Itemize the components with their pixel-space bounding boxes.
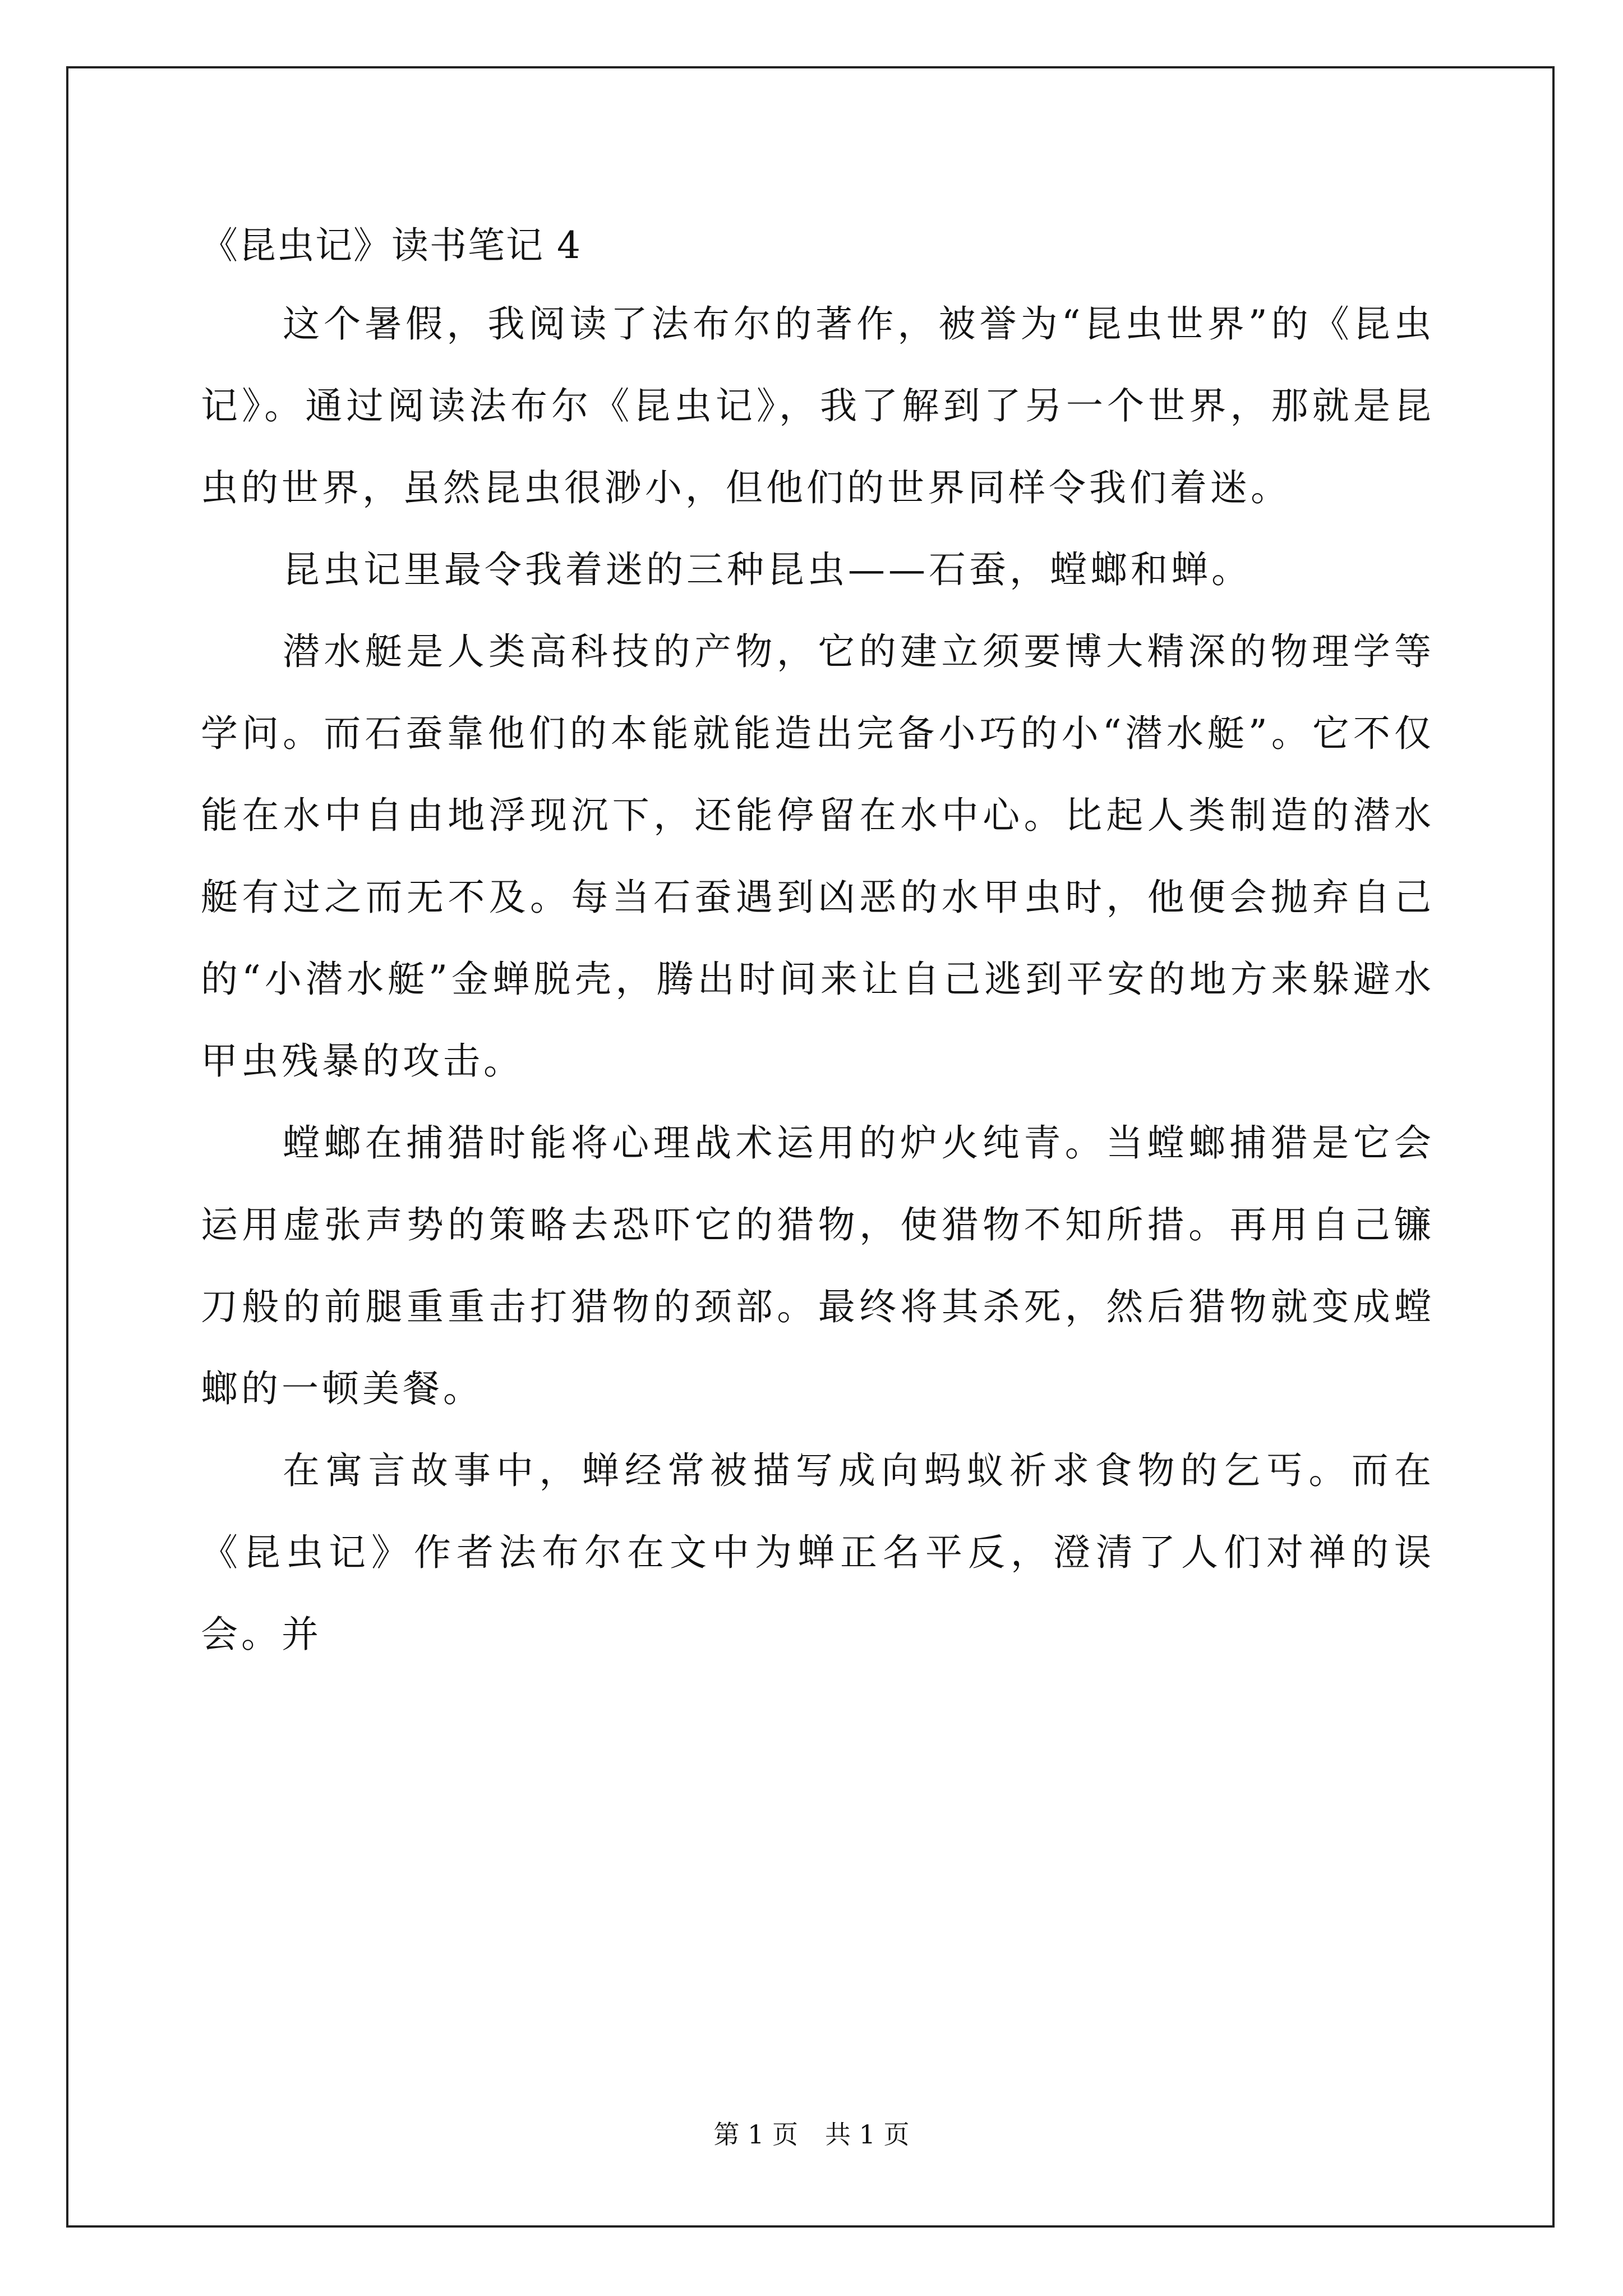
paragraph-three-insects: 昆虫记里最令我着迷的三种昆虫——石蚕，螳螂和蝉。 bbox=[283, 548, 1252, 591]
paragraph-caddisfly: 潜水艇是人类高科技的产物，它的建立须要博大精深的物理学等学问。而石蚕靠他们的本能就能造出完备小巧的小“潜水艇”。它不仅能在水中自由地浮现沉下，还能停留在水中心。比起人类制造的潜水艇有过之而无不及。每当石蚕遇到凶恶的水甲虫时，他便会抛弃自己的“小潜水艇”金蝉脱壳，腾出时间来让自己逃到平安的地方来躲避水甲虫残暴的攻击。 bbox=[201, 630, 1435, 1083]
document-body bbox=[201, 283, 1435, 1676]
document-title: 《昆虫记》读书笔记 4 bbox=[201, 224, 582, 267]
paragraph-cicada: 在寓言故事中，蝉经常被描写成向蚂蚁祈求食物的乞丐。而在《昆虫记》作者法布尔在文中为蝉正名平反，澄清了人们对禅的误会。并 bbox=[201, 1449, 1435, 1656]
paragraph-mantis: 螳螂在捕猎时能将心理战术运用的炉火纯青。当螳螂捕猎是它会运用虚张声势的策略去恐吓它的猎物，使猎物不知所措。再用自己镰刀般的前腿重重击打猎物的颈部。最终将其杀死，然后猎物就变成螳螂的一顿美餐。 bbox=[201, 1121, 1435, 1410]
page-footer bbox=[0, 2118, 1623, 2151]
paragraph-intro: 这个暑假，我阅读了法布尔的著作，被誉为“昆虫世界”的《昆虫记》。通过阅读法布尔《昆虫记》，我了解到了另一个世界，那就是昆虫的世界，虽然昆虫很渺小，但他们的世界同样令我们着迷。 bbox=[201, 302, 1435, 509]
page-total: 共 1 页 bbox=[825, 2119, 910, 2150]
page-number: 第 1 页 bbox=[713, 2119, 798, 2150]
